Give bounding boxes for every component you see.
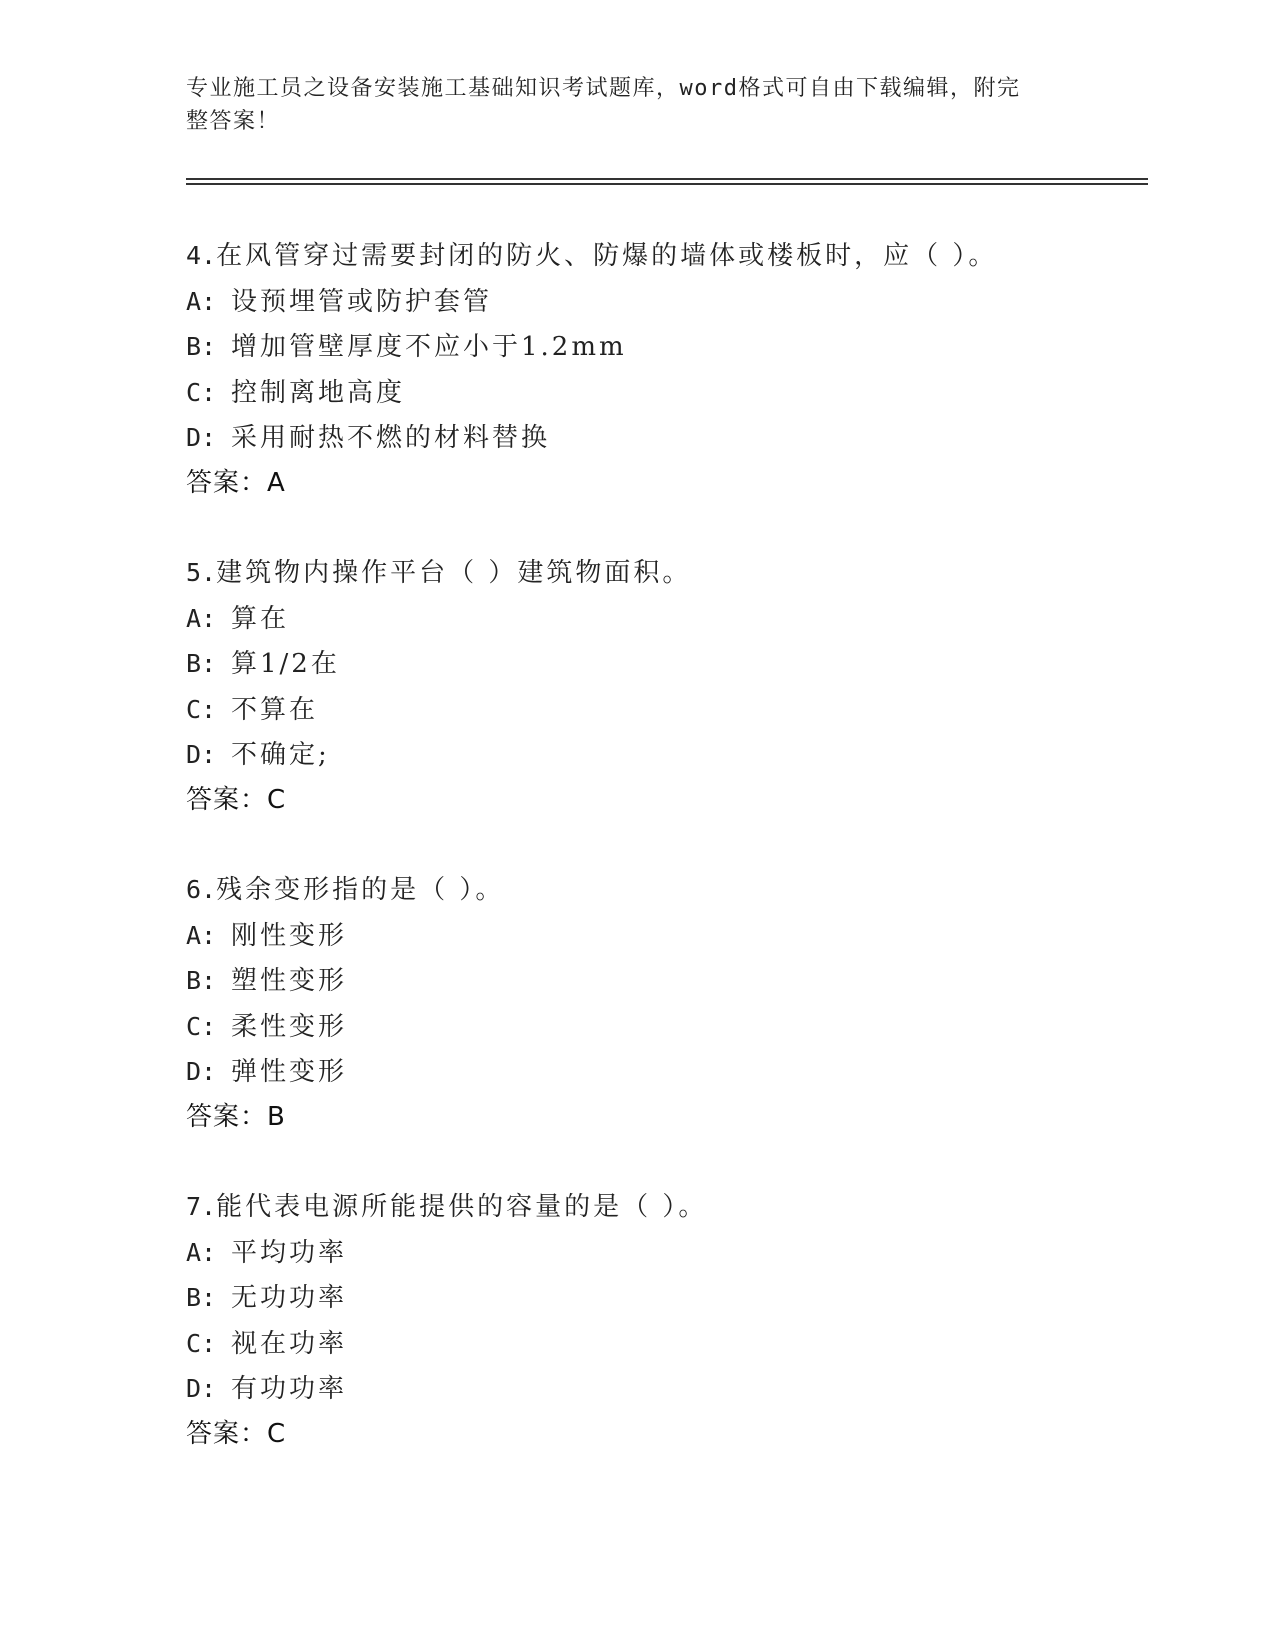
- question-text: 能代表电源所能提供的容量的是（ ）。: [216, 1192, 708, 1222]
- option-label: B:: [186, 1283, 217, 1312]
- option-label: C:: [186, 694, 217, 724]
- option-d: [186, 1049, 1146, 1095]
- question-text: 建筑物内操作平台（ ）建筑物面积。: [216, 558, 692, 588]
- question-number: 4.: [186, 241, 217, 270]
- option-text: 算在: [231, 603, 290, 634]
- option-text: 平均功率: [231, 1237, 348, 1268]
- option-label: C:: [186, 377, 217, 407]
- option-b: [186, 1275, 1146, 1321]
- option-label: A:: [186, 603, 217, 633]
- question-stem: [186, 1184, 1146, 1230]
- question-text: 在风管穿过需要封闭的防火、防爆的墙体或楼板时，应（ ）。: [216, 241, 998, 271]
- option-text: 视在功率: [231, 1328, 348, 1359]
- option-text: 采用耐热不燃的材料替换: [231, 423, 551, 453]
- question-stem: [186, 233, 1146, 279]
- option-label: D:: [186, 1374, 217, 1403]
- option-a: [186, 596, 1146, 642]
- question-text: 残余变形指的是（ ）。: [216, 875, 505, 905]
- option-d: [186, 732, 1146, 778]
- option-text: 增加管壁厚度不应小于1.2mm: [231, 332, 627, 362]
- answer-line: 答案：A: [186, 467, 286, 498]
- option-text: 算1/2在: [231, 649, 340, 679]
- question-block: [186, 550, 1146, 823]
- option-label: D:: [186, 423, 217, 452]
- question-number: 6.: [186, 875, 217, 904]
- option-label: A:: [186, 920, 217, 950]
- option-text: 不确定;: [231, 740, 330, 770]
- question-stem: [186, 550, 1146, 596]
- option-text: 刚性变形: [231, 920, 348, 951]
- option-text: 塑性变形: [231, 966, 348, 996]
- option-label: A:: [186, 286, 217, 316]
- question-block: [186, 233, 1146, 506]
- option-b: [186, 641, 1146, 687]
- option-d: [186, 415, 1146, 461]
- option-c: [186, 370, 1146, 416]
- option-c: [186, 687, 1146, 733]
- header-divider-bottom: [186, 183, 1148, 185]
- option-label: D:: [186, 1057, 217, 1086]
- question-block: [186, 1184, 1146, 1457]
- document-header-note: [186, 72, 1066, 138]
- option-text: 不算在: [231, 694, 319, 725]
- option-b: [186, 958, 1146, 1004]
- question-number: 7.: [186, 1192, 217, 1221]
- option-text: 有功功率: [231, 1374, 348, 1404]
- option-d: [186, 1366, 1146, 1412]
- option-a: [186, 279, 1146, 325]
- option-text: 控制离地高度: [231, 377, 406, 408]
- option-text: 弹性变形: [231, 1057, 348, 1087]
- question-block: [186, 867, 1146, 1140]
- answer-line: 答案：C: [186, 1418, 287, 1449]
- question-stem: [186, 867, 1146, 913]
- option-a: [186, 913, 1146, 959]
- option-label: B:: [186, 649, 217, 678]
- question-number: 5.: [186, 558, 217, 587]
- option-label: B:: [186, 966, 217, 995]
- option-a: [186, 1230, 1146, 1276]
- answer-line: 答案：C: [186, 784, 287, 815]
- header-line-1: 专业施工员之设备安装施工基础知识考试题库，word格式可自由下载编辑，附完: [186, 76, 1021, 101]
- option-text: 无功功率: [231, 1283, 348, 1313]
- option-label: A:: [186, 1237, 217, 1267]
- option-text: 设预埋管或防护套管: [231, 286, 493, 317]
- header-line-2: 整答案！: [186, 109, 281, 134]
- option-text: 柔性变形: [231, 1011, 348, 1042]
- option-c: [186, 1004, 1146, 1050]
- option-label: D:: [186, 740, 217, 769]
- answer-line: 答案：B: [186, 1101, 286, 1132]
- option-b: [186, 324, 1146, 370]
- option-c: [186, 1321, 1146, 1367]
- option-label: B:: [186, 332, 217, 361]
- option-label: C:: [186, 1011, 217, 1041]
- option-label: C:: [186, 1328, 217, 1358]
- header-divider-top: [186, 178, 1148, 180]
